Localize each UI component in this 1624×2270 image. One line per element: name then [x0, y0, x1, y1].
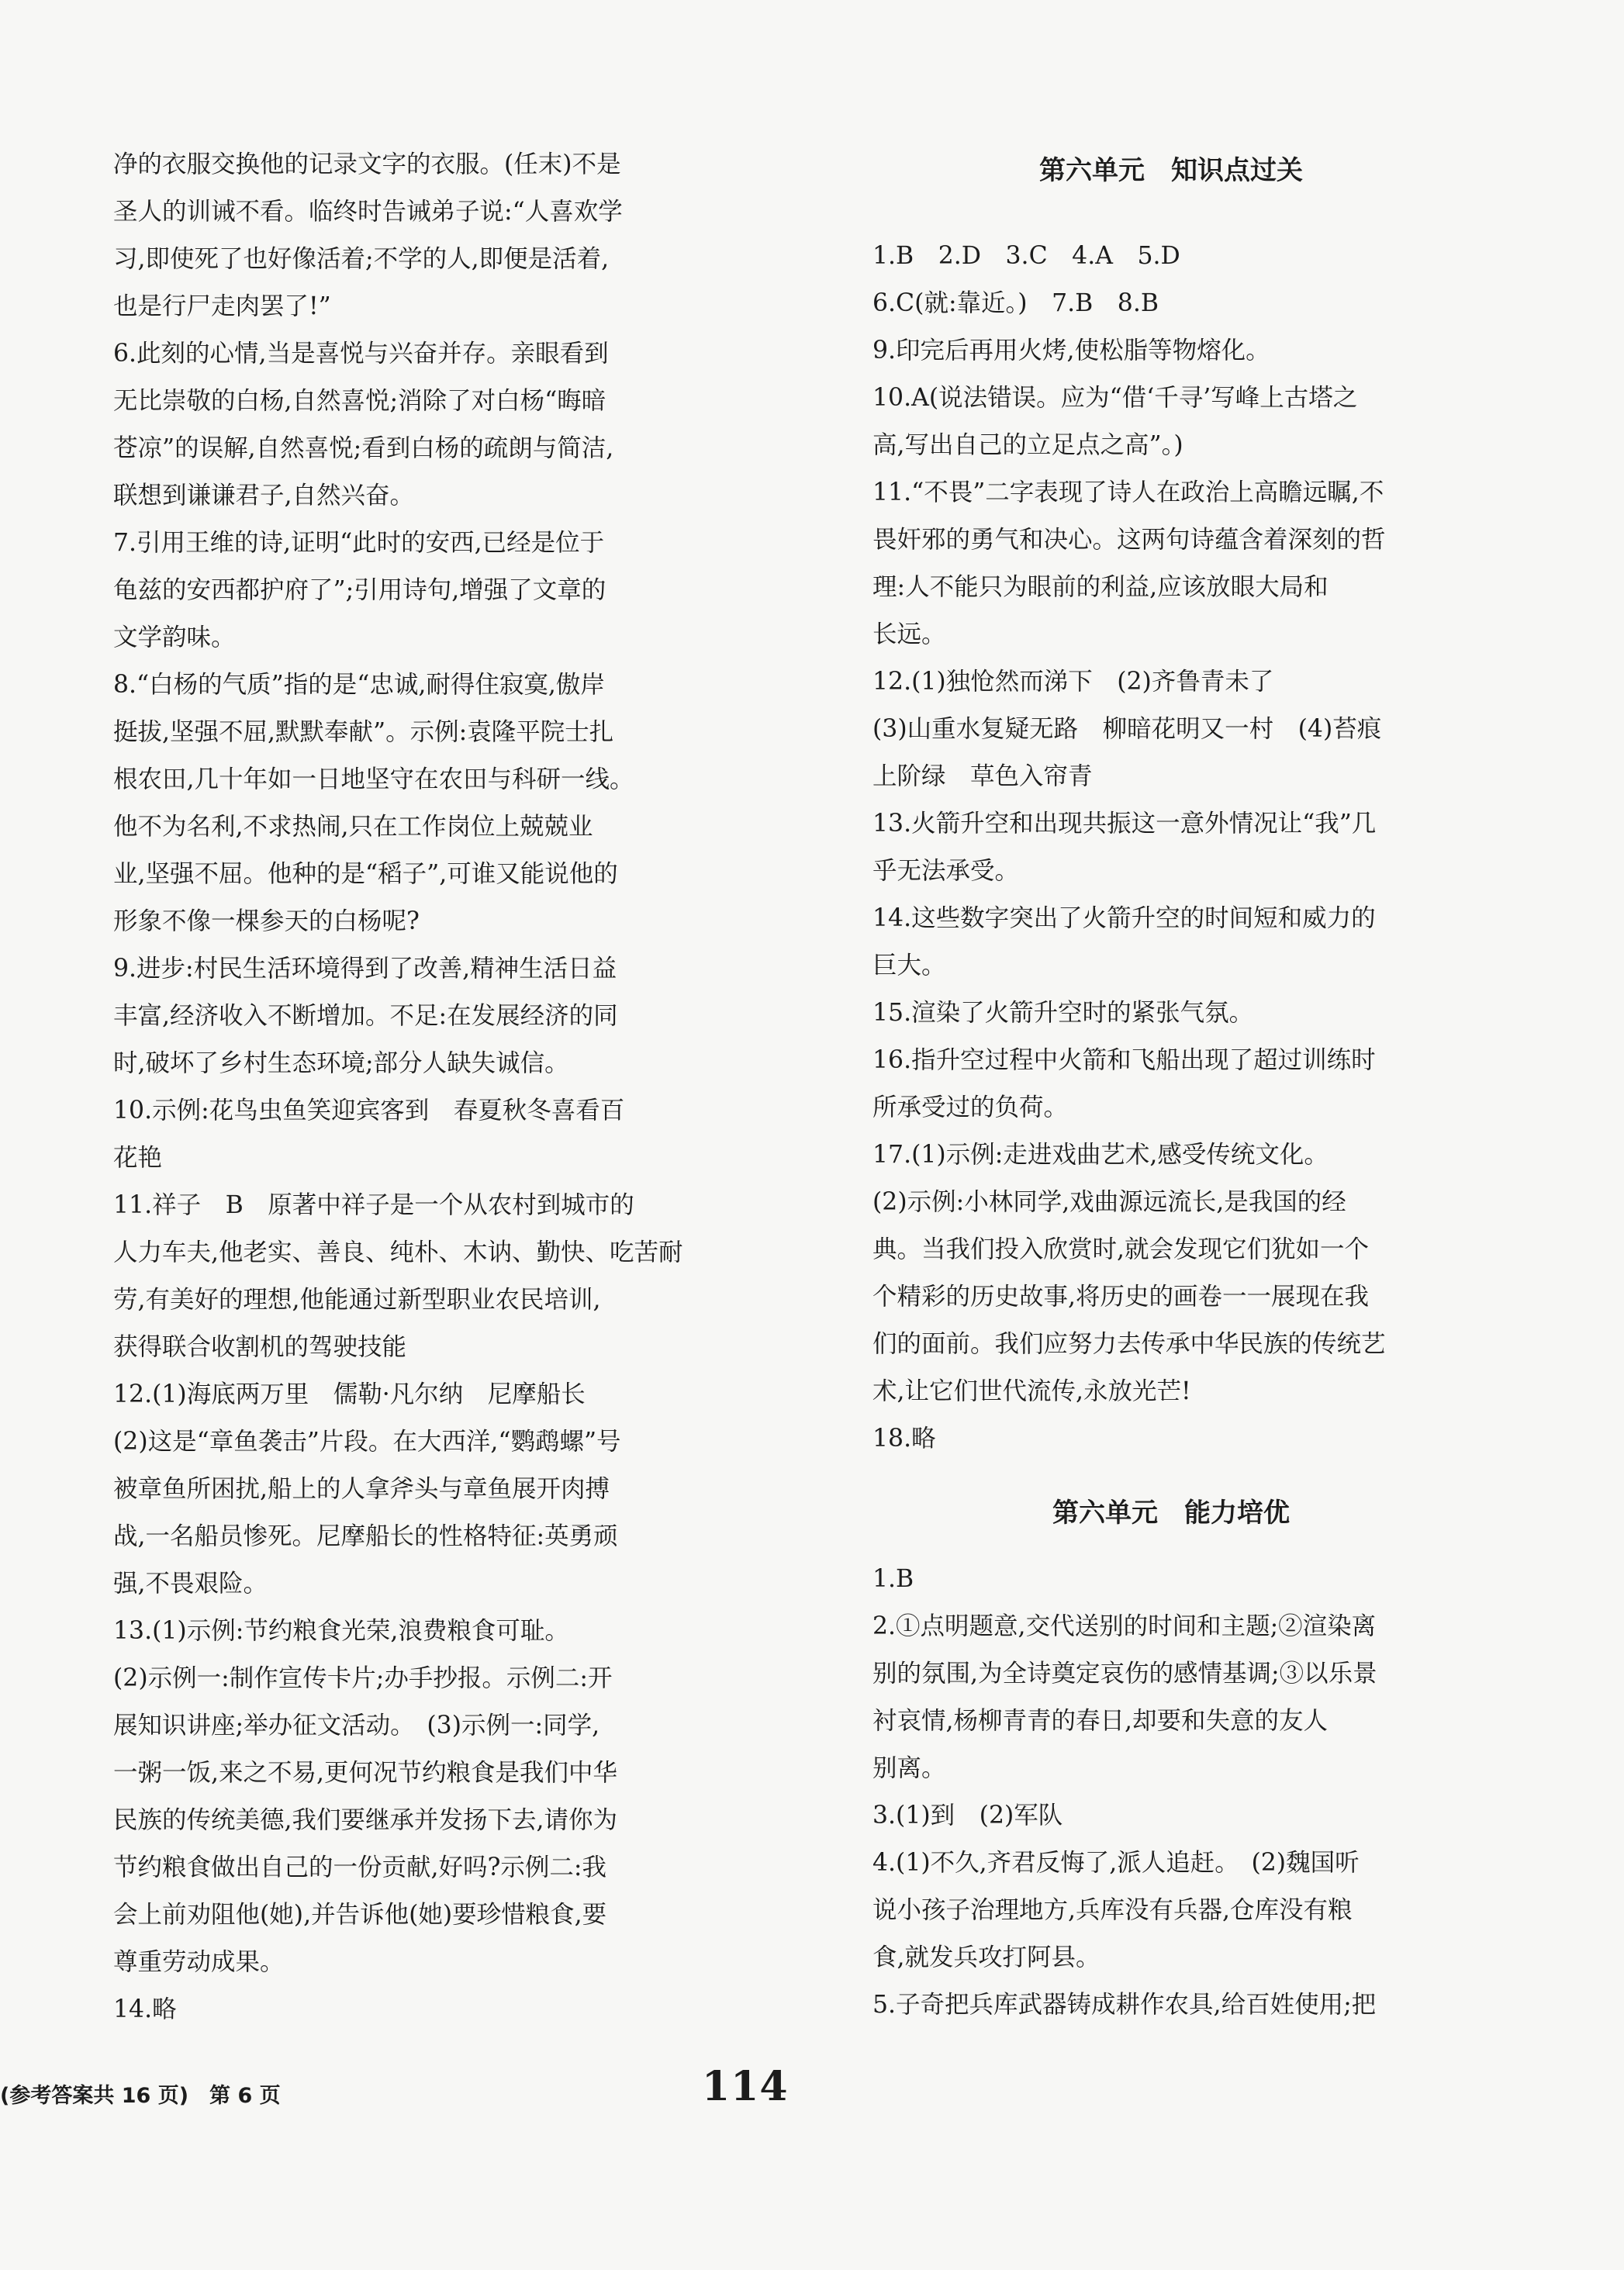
answer-line: 文学韵味。 — [113, 624, 236, 651]
section-knowledge-answers — [872, 233, 1470, 1463]
answer-line: 劳,有美好的理想,他能通过新型职业农民培训, — [113, 1286, 601, 1314]
answer-line: 也是行尸走肉罢了!” — [113, 292, 331, 320]
answer-line: 6.此刻的心情,当是喜悦与兴奋并存。亲眼看到 — [113, 340, 609, 368]
answer-line: 被章鱼所困扰,船上的人拿斧头与章鱼展开肉搏 — [113, 1475, 610, 1503]
answer-line: 个精彩的历史故事,将历史的画卷一一展现在我 — [872, 1283, 1370, 1311]
answer-line: 会上前劝阻他(她),并告诉他(她)要珍惜粮食,要 — [113, 1901, 607, 1929]
footer-note: (参考答案共 16 页) 第 6 页 — [0, 2084, 281, 2108]
answer-line: 乎无法承受。 — [872, 857, 1020, 885]
answer-line: 4.(1)不久,齐君反悔了,派人追赶。 (2)魏国听 — [872, 1849, 1360, 1877]
answer-line: 展知识讲座;举办征文活动。 (3)示例一:同学, — [113, 1712, 600, 1740]
answer-line: 14.略 — [113, 1995, 177, 2023]
answer-line: 巨大。 — [872, 952, 946, 980]
answer-line: 他不为名利,不求热闹,只在工作岗位上兢兢业 — [113, 813, 593, 841]
left-column — [113, 141, 703, 2033]
answer-line: 1.B 2.D 3.C 4.A 5.D — [872, 242, 1180, 270]
answer-line: (3)山重水复疑无路 柳暗花明又一村 (4)苔痕 — [872, 715, 1382, 743]
answer-line: 高,写出自己的立足点之高”。) — [872, 431, 1183, 459]
answer-line: 长远。 — [872, 620, 946, 648]
answer-line: 11.祥子 B 原著中祥子是一个从农村到城市的 — [113, 1191, 634, 1219]
answer-line: 获得联合收割机的驾驶技能 — [113, 1333, 407, 1361]
answer-line: 一粥一饭,来之不易,更何况节约粮食是我们中华 — [113, 1759, 618, 1787]
answer-line: 习,即使死了也好像活着;不学的人,即便是活着, — [113, 245, 610, 273]
answer-line: 苍凉”的误解,自然喜悦;看到白杨的疏朗与简洁, — [113, 434, 614, 462]
section-heading-ability: 第六单元 能力培优 — [1052, 1498, 1290, 1529]
answer-line: 业,坚强不屈。他种的是“稻子”,可谁又能说他的 — [113, 860, 618, 888]
answer-line: 11.“不畏”二字表现了诗人在政治上高瞻远瞩,不 — [872, 479, 1384, 506]
answer-line: 15.渲染了火箭升空时的紧张气氛。 — [872, 999, 1254, 1027]
answer-line: 16.指升空过程中火箭和飞船出现了超过训练时 — [872, 1046, 1376, 1074]
answer-line: 12.(1)海底两万里 儒勒·凡尔纳 尼摩船长 — [113, 1380, 586, 1408]
answer-line: 别的氛围,为全诗奠定哀伤的感情基调;③以乐景 — [872, 1660, 1377, 1688]
answer-line: 14.这些数字突出了火箭升空的时间短和威力的 — [872, 904, 1376, 932]
answer-line: 6.C(就:靠近。) 7.B 8.B — [872, 289, 1159, 317]
answer-line: 13.火箭升空和出现共振这一意外情况让“我”几 — [872, 810, 1377, 838]
answer-line: 说小孩子治理地方,兵库没有兵器,仓库没有粮 — [872, 1896, 1353, 1924]
answer-line: 丰富,经济收入不断增加。不足:在发展经济的同 — [113, 1002, 618, 1030]
section-heading-knowledge: 第六单元 知识点过关 — [1039, 155, 1303, 186]
answer-line: 13.(1)示例:节约粮食光荣,浪费粮食可耻。 — [113, 1617, 569, 1645]
answer-line: 典。当我们投入欣赏时,就会发现它们犹如一个 — [872, 1235, 1370, 1263]
answer-line: 9.进步:村民生活环境得到了改善,精神生活日益 — [113, 955, 617, 983]
section-ability-answers — [872, 1556, 1470, 2029]
answer-line: 术,让它们世代流传,永放光芒! — [872, 1377, 1191, 1405]
answer-line: 联想到谦谦君子,自然兴奋。 — [113, 482, 415, 510]
answer-line: 时,破坏了乡村生态环境;部分人缺失诚信。 — [113, 1049, 569, 1077]
answer-line: 所承受过的负荷。 — [872, 1094, 1069, 1121]
answer-line: 畏奸邪的勇气和决心。这两句诗蕴含着深刻的哲 — [872, 526, 1386, 554]
answer-line: 5.子奇把兵库武器铸成耕作农具,给百姓使用;把 — [872, 1991, 1377, 2019]
answer-line: 10.示例:花鸟虫鱼笑迎宾客到 春夏秋冬喜看百 — [113, 1097, 625, 1125]
answer-line: 上阶绿 草色入帘青 — [872, 762, 1093, 790]
right-column — [872, 155, 1470, 2029]
answer-line: 衬哀情,杨柳青青的春日,却要和失意的友人 — [872, 1707, 1329, 1735]
answer-line: 无比崇敬的白杨,自然喜悦;消除了对白杨“晦暗 — [113, 387, 606, 415]
answer-line: 花艳 — [113, 1144, 163, 1172]
answer-line: 圣人的训诫不看。临终时告诫弟子说:“人喜欢学 — [113, 198, 623, 226]
answer-line: 强,不畏艰险。 — [113, 1570, 268, 1598]
answer-line: 战,一名船员惨死。尼摩船长的性格特征:英勇顽 — [113, 1522, 618, 1550]
answer-line: 净的衣服交换他的记录文字的衣服。(任末)不是 — [113, 150, 621, 178]
answer-line: (2)这是“章鱼袭击”片段。在大西洋,“鹦鹉螺”号 — [113, 1428, 621, 1456]
answer-line: 尊重劳动成果。 — [113, 1948, 285, 1976]
answer-line: 12.(1)独怆然而涕下 (2)齐鲁青未了 — [872, 668, 1274, 696]
answer-line: 别离。 — [872, 1754, 946, 1782]
page-number: 114 — [702, 2063, 789, 2110]
answer-line: 食,就发兵攻打阿县。 — [872, 1943, 1101, 1971]
answer-line: 民族的传统美德,我们要继承并发扬下去,请你为 — [113, 1806, 618, 1834]
answer-line: 形象不像一棵参天的白杨呢? — [113, 907, 420, 935]
answer-line: 9.印完后再用火烤,使松脂等物熔化。 — [872, 337, 1270, 365]
answer-line: 根农田,几十年如一日地坚守在农田与科研一线。 — [113, 765, 634, 793]
answer-line: 8.“白杨的气质”指的是“忠诚,耐得住寂寞,傲岸 — [113, 671, 605, 699]
answer-line: 18.略 — [872, 1425, 936, 1453]
answer-line: 龟兹的安西都护府了”;引用诗句,增强了文章的 — [113, 576, 606, 604]
answer-line: 7.引用王维的诗,证明“此时的安西,已经是位于 — [113, 529, 605, 557]
answer-line: 2.①点明题意,交代送别的时间和主题;②渲染离 — [872, 1612, 1377, 1640]
answer-line: 挺拔,坚强不屈,默默奉献”。示例:袁隆平院士扎 — [113, 718, 614, 746]
answer-line: 10.A(说法错误。应为“借‘千寻’写峰上古塔之 — [872, 384, 1358, 412]
answer-line: 们的面前。我们应努力去传承中华民族的传统艺 — [872, 1330, 1386, 1358]
answer-line: 节约粮食做出自己的一份贡献,好吗?示例二:我 — [113, 1854, 607, 1881]
answer-line: 3.(1)到 (2)军队 — [872, 1802, 1063, 1829]
answer-line: 17.(1)示例:走进戏曲艺术,感受传统文化。 — [872, 1141, 1329, 1169]
answer-line: (2)示例一:制作宣传卡片;办手抄报。示例二:开 — [113, 1664, 613, 1692]
answer-line: (2)示例:小林同学,戏曲源远流长,是我国的经 — [872, 1188, 1346, 1216]
answer-line: 人力车夫,他老实、善良、纯朴、木讷、勤快、吃苦耐 — [113, 1239, 683, 1266]
answer-line: 1.B — [872, 1565, 914, 1593]
answer-line: 理:人不能只为眼前的利益,应该放眼大局和 — [872, 573, 1329, 601]
